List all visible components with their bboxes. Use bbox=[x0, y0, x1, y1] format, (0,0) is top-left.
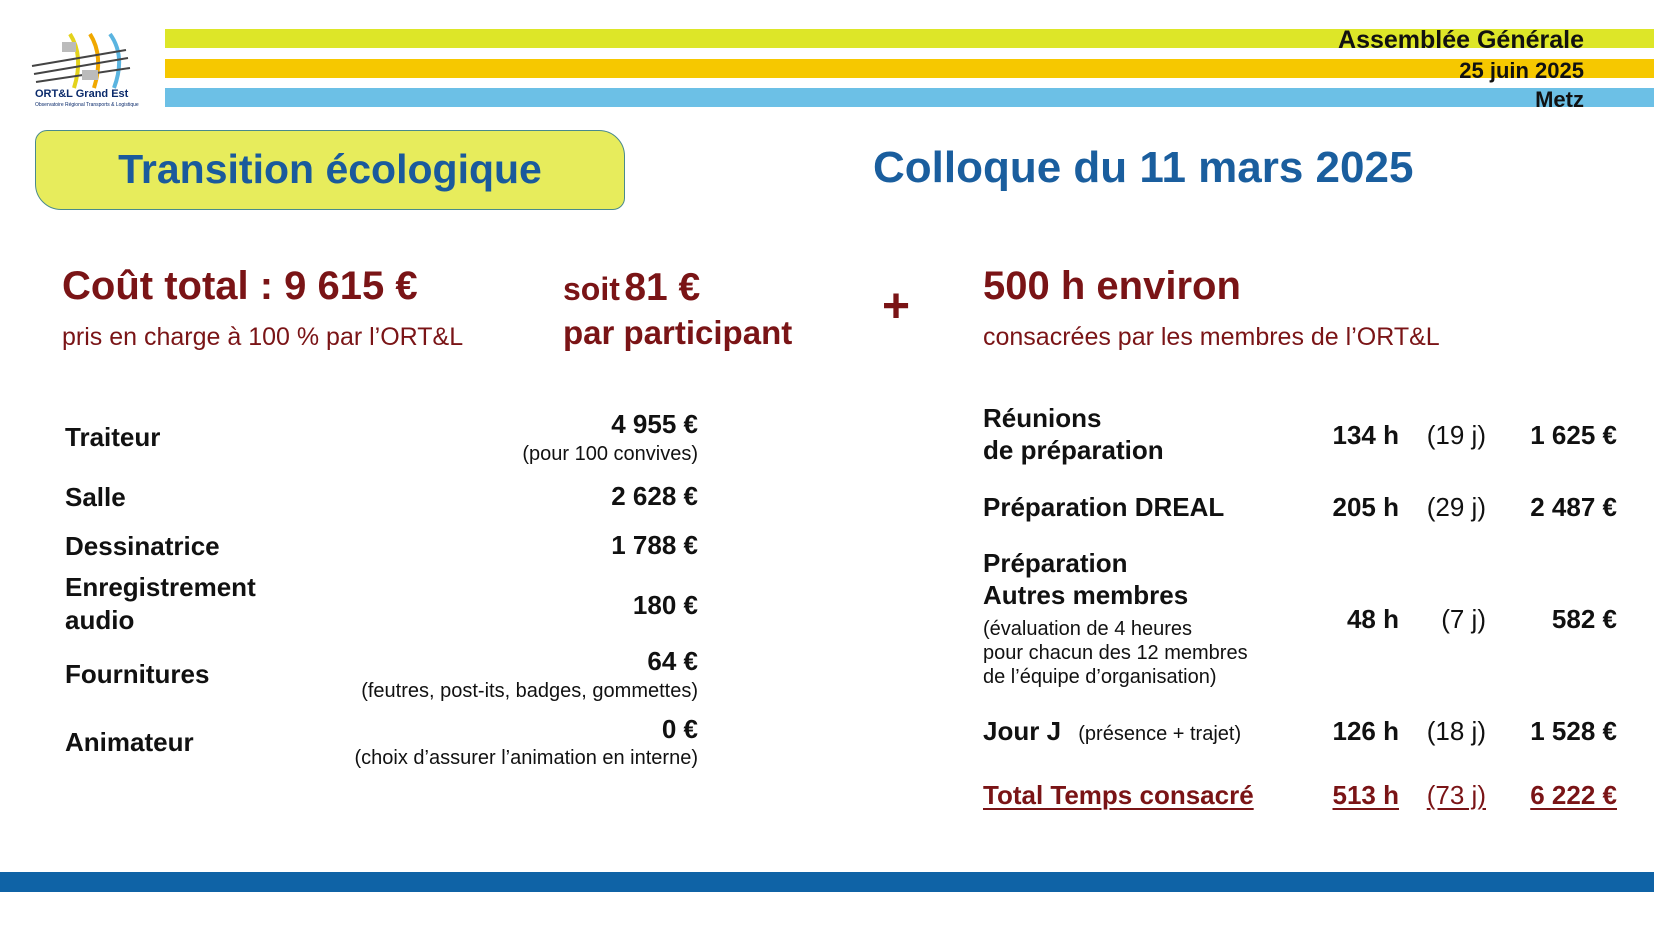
cost-note-animateur: (choix d’assurer l’animation en interne) bbox=[354, 747, 698, 769]
total-cost: Coût total : 9 615 € bbox=[62, 264, 418, 308]
header-place: Metz bbox=[1535, 87, 1584, 112]
per-prefix: soit bbox=[563, 271, 620, 307]
time-total-days: (73 j) bbox=[1426, 780, 1486, 810]
time-note-autres-line2: pour chacun des 12 membres bbox=[983, 642, 1248, 664]
time-total-value: 6 222 € bbox=[1530, 780, 1617, 810]
time-hours-jourj: 126 h bbox=[1332, 716, 1399, 746]
cost-amount-animateur: 0 € bbox=[661, 714, 698, 744]
cost-label-enregistrement-line1: Enregistrement bbox=[65, 572, 256, 602]
per-suffix: par participant bbox=[563, 314, 793, 351]
time-total-label: Total Temps consacré bbox=[983, 780, 1254, 810]
time-days-reunions: (19 j) bbox=[1426, 420, 1486, 450]
time-label-reunions-line1: Réunions bbox=[983, 403, 1102, 433]
header-band-orange bbox=[165, 59, 1654, 78]
cost-label-dessinatrice: Dessinatrice bbox=[65, 531, 220, 561]
time-label-reunions-line2: de préparation bbox=[983, 434, 1164, 465]
time-value-dreal: 2 487 € bbox=[1530, 492, 1617, 522]
per-participant-line bbox=[563, 266, 700, 310]
cost-note-traiteur: (pour 100 convives) bbox=[522, 443, 698, 465]
time-days-autres: (7 j) bbox=[1441, 604, 1486, 634]
time-total-hours: 513 h bbox=[1332, 780, 1399, 810]
section-title-box bbox=[35, 130, 625, 210]
section-title: Transition écologique bbox=[118, 146, 542, 192]
cost-note-fournitures: (feutres, post-its, badges, gommettes) bbox=[361, 680, 698, 702]
time-days-dreal: (29 j) bbox=[1426, 492, 1486, 522]
cost-amount-salle: 2 628 € bbox=[611, 481, 698, 511]
cost-amount-traiteur: 4 955 € bbox=[611, 409, 698, 439]
time-label-autres-line2: Autres membres bbox=[983, 579, 1189, 610]
time-label-autres-line1: Préparation bbox=[983, 548, 1128, 578]
cost-amount-fournitures: 64 € bbox=[647, 646, 698, 676]
per-amount: 81 € bbox=[624, 266, 701, 309]
ortl-logo-icon bbox=[30, 26, 140, 114]
header-band-blue bbox=[165, 88, 1654, 107]
time-label-jourj bbox=[983, 716, 1241, 748]
time-description: consacrées par les membres de l’ORT&L bbox=[983, 323, 1440, 351]
logo-subtitle: Observatoire Régional Transports & Logistique bbox=[35, 102, 139, 108]
time-hours-reunions: 134 h bbox=[1332, 420, 1399, 450]
cost-amount-dessinatrice: 1 788 € bbox=[611, 530, 698, 560]
time-label-reunions bbox=[983, 403, 1164, 467]
time-hours-autres: 48 h bbox=[1346, 604, 1399, 634]
cost-label-enregistrement-line2: audio bbox=[65, 604, 135, 635]
cost-label-traiteur: Traiteur bbox=[65, 422, 161, 452]
time-hours-dreal: 205 h bbox=[1332, 492, 1399, 522]
time-label-autres bbox=[983, 548, 1188, 612]
cost-label-animateur: Animateur bbox=[65, 727, 194, 757]
header-date: 25 juin 2025 bbox=[1459, 58, 1584, 83]
time-value-jourj: 1 528 € bbox=[1530, 716, 1617, 746]
cost-label-fournitures: Fournitures bbox=[65, 659, 210, 689]
time-note-autres-line1: (évaluation de 4 heures bbox=[983, 618, 1193, 640]
time-note-autres-line3: de l’équipe d’organisation) bbox=[983, 666, 1217, 688]
colloque-title: Colloque du 11 mars 2025 bbox=[873, 143, 1414, 192]
time-label-jourj-text: Jour J bbox=[983, 716, 1062, 746]
plus-sign: + bbox=[882, 280, 911, 333]
header-event: Assemblée Générale bbox=[1338, 26, 1584, 54]
time-label-dreal: Préparation DREAL bbox=[983, 492, 1225, 522]
time-total-headline: 500 h environ bbox=[983, 264, 1241, 308]
funding-text: pris en charge à 100 % par l’ORT&L bbox=[62, 323, 464, 351]
logo-name: ORT&L Grand Est bbox=[35, 88, 129, 100]
time-days-jourj: (18 j) bbox=[1426, 716, 1486, 746]
time-note-autres bbox=[983, 617, 1248, 689]
time-note-jourj: (présence + trajet) bbox=[1078, 723, 1242, 745]
time-value-autres: 582 € bbox=[1551, 604, 1617, 634]
cost-amount-enregistrement: 180 € bbox=[632, 590, 698, 620]
time-value-reunions: 1 625 € bbox=[1530, 420, 1617, 450]
cost-label-salle: Salle bbox=[65, 482, 126, 512]
cost-label-enregistrement bbox=[65, 571, 256, 636]
bottom-band bbox=[0, 872, 1654, 892]
